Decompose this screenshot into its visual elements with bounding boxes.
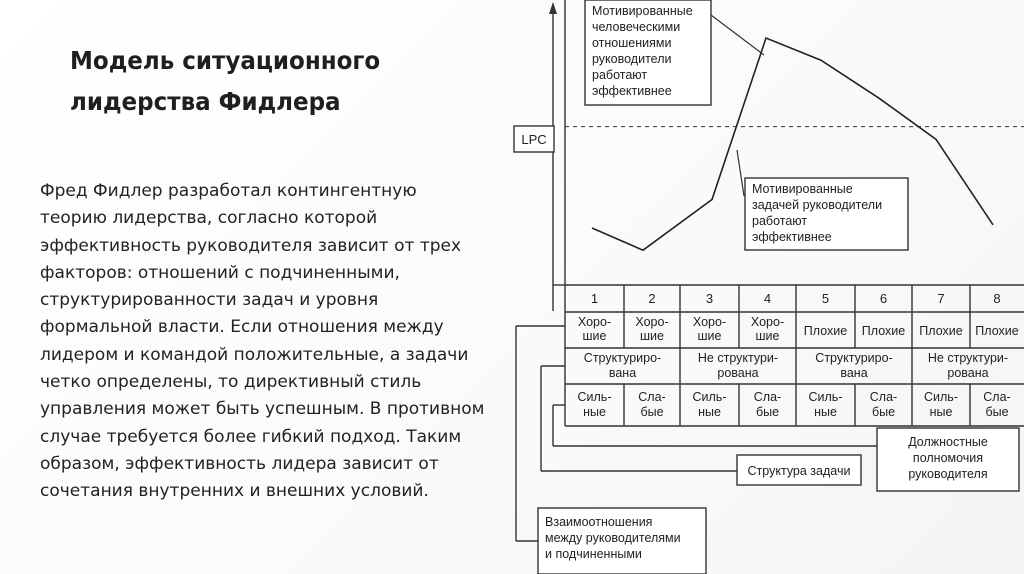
fiedler-diagram	[505, 0, 1024, 574]
relations-cell	[975, 324, 1018, 338]
power-cell-line: Силь-	[577, 390, 612, 404]
relations-cell-line: Плохие	[861, 324, 906, 338]
relations-legend-text-line: и подчиненными	[545, 547, 642, 561]
relations-legend-text-line: между руководителями	[545, 531, 681, 545]
body-line: случае требуется более гибкий подход. Таким	[40, 426, 462, 447]
structure-cell-line: рована	[947, 366, 989, 380]
structure-cell-line: Не структури-	[927, 351, 1009, 365]
note-relations-text-line: Мотивированные	[592, 4, 693, 18]
relations-cell	[578, 315, 611, 343]
power-cell-line: бые	[640, 405, 664, 419]
note-relations-text-line: отношениями	[592, 36, 672, 50]
power-cell-line: Сла-	[753, 390, 782, 404]
body-line: управления может быть успешным. В противном	[40, 399, 485, 420]
power-cell-line: Сла-	[983, 390, 1011, 404]
power-cell-line: ные	[698, 405, 721, 419]
body-line: Фред Фидлер разработал контингентную	[40, 181, 417, 201]
relations-legend-text-line: Взаимоотношения	[545, 515, 653, 529]
note-task-text-line: Мотивированные	[752, 182, 853, 196]
situation-number: 6	[879, 291, 888, 306]
structure-cell-line: Не структури-	[697, 351, 779, 365]
power-legend-text-line: Должностные	[908, 435, 988, 449]
power-cell	[578, 390, 612, 419]
body-line: формальной власти. Если отношения между	[40, 317, 444, 338]
power-cell-line: Силь-	[924, 390, 958, 404]
relations-cell-line: Плохие	[919, 324, 963, 338]
situation-number: 1	[590, 291, 599, 306]
task-legend-text	[748, 464, 851, 478]
relations-cell	[862, 324, 905, 338]
power-cell-line: Сла-	[638, 390, 666, 404]
relations-cell-line: шие	[697, 329, 722, 343]
note-relations-pointer	[711, 15, 764, 55]
relations-cell	[919, 324, 962, 338]
note-relations-text-line: эффективнее	[592, 84, 672, 98]
situation-number: 5	[821, 291, 830, 306]
note-relations-text-line: работают	[592, 68, 648, 82]
relations-cell-line: Хоро-	[577, 315, 612, 329]
body-line: лидером и командой положительные, а задачи	[40, 344, 469, 365]
situation-number: 8	[993, 291, 1001, 306]
power-cell-line: ные	[929, 405, 953, 419]
relations-cell	[635, 315, 668, 343]
structure-cell-line: Структуриро-	[583, 351, 662, 365]
power-cell-line: бые	[871, 405, 896, 419]
structure-cell-line: вана	[608, 366, 637, 380]
body-line: структурированности задач и уровня	[40, 290, 379, 311]
power-cell-line: бые	[755, 405, 780, 419]
power-cell	[693, 390, 727, 419]
body-line: эффективность руководителя зависит от трех	[40, 235, 462, 256]
structure-cell-line: вана	[840, 366, 868, 380]
structure-cell	[698, 351, 778, 380]
structure-cell-line: рована	[717, 366, 759, 380]
relations-cell	[693, 315, 726, 343]
note-relations-text-line: человеческими	[592, 20, 681, 34]
structure-cell	[584, 351, 661, 380]
power-cell-line: ные	[814, 405, 837, 419]
y-axis-label: LPC	[521, 132, 547, 147]
relations-cell-line: Хоро-	[750, 315, 785, 329]
power-cell	[983, 390, 1010, 419]
relations-cell-line: Хоро-	[635, 315, 669, 329]
power-cell-line: ные	[583, 405, 606, 419]
power-cell	[638, 390, 665, 419]
relations-cell-line: Плохие	[975, 324, 1019, 338]
situation-number: 3	[705, 291, 714, 306]
title-line: Модель ситуационного	[70, 46, 381, 75]
structure-cell	[928, 351, 1008, 380]
body-line: образом, эффективность лидера зависит от	[40, 453, 439, 474]
relations-cell-line: Плохие	[803, 324, 848, 338]
note-task-text-line: задачей руководители	[752, 198, 883, 212]
body-line: факторов: отношений с подчиненными,	[40, 262, 400, 283]
body-line: четко определены, то директивный стиль	[40, 372, 422, 393]
relations-cell-line: шие	[640, 329, 664, 343]
task-legend-text-line: Структура задачи	[747, 464, 851, 478]
page-title	[70, 40, 456, 122]
relations-cell-line: шие	[755, 329, 780, 343]
body-line: сочетания внутренних и внешних условий.	[40, 481, 429, 502]
body-line: теорию лидерства, согласно которой	[40, 208, 378, 229]
power-cell-line: Сла-	[869, 390, 898, 404]
power-legend-text-line: полномочия	[912, 451, 984, 465]
title-line: лидерства Фидлера	[70, 87, 341, 116]
power-cell	[870, 390, 897, 419]
y-axis-arrow	[549, 2, 557, 14]
relations-cell	[751, 315, 784, 343]
structure-cell-line: Структуриро-	[815, 351, 893, 365]
power-cell	[809, 390, 843, 419]
relations-cell-line: Хоро-	[692, 315, 727, 329]
power-cell-line: Силь-	[808, 390, 843, 404]
note-task-text-line: эффективнее	[752, 230, 832, 244]
structure-cell	[815, 351, 892, 380]
relations-cell-line: шие	[582, 329, 607, 343]
note-relations-text-line: руководители	[592, 52, 672, 66]
relations-cell	[804, 324, 847, 338]
situation-number: 2	[648, 291, 656, 306]
power-cell	[754, 390, 781, 419]
note-task-pointer	[737, 150, 744, 196]
situation-number: 4	[763, 291, 772, 306]
body-paragraph	[40, 178, 515, 506]
power-cell-line: бые	[985, 405, 1009, 419]
note-task-text-line: работают	[752, 214, 808, 228]
situation-number: 7	[937, 291, 945, 306]
power-legend-text-line: руководителя	[908, 467, 988, 481]
power-cell-line: Силь-	[692, 390, 727, 404]
power-cell	[924, 390, 958, 419]
power-legend-text	[908, 435, 988, 481]
